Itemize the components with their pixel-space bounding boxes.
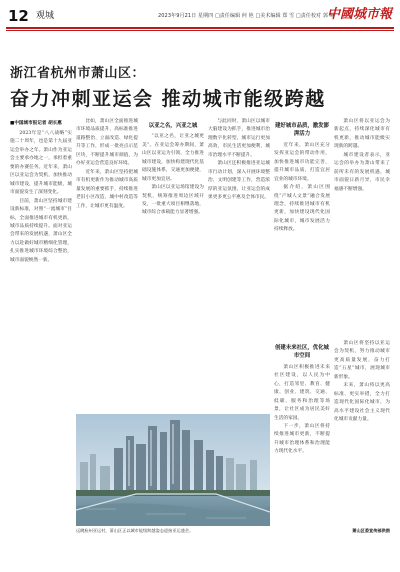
caption-text: 远眺杭州亚运村，萧山区正以城市能级跨越姿态迎接亚运盛会。	[76, 528, 194, 533]
page-number: 12	[8, 7, 29, 25]
paragraph: 城市建设者表示，亚运会的举办为萧山带来了前所未有的发展机遇，城市面貌日新月异，市民幸福感不断增强。	[334, 152, 390, 192]
header-rule	[6, 27, 394, 29]
article-column-4	[208, 118, 270, 420]
article-column-2	[76, 118, 138, 420]
section-subhead: 建好城市品质，激发澎湃活力	[275, 123, 329, 138]
article-column-3	[142, 118, 204, 420]
article-column-7	[274, 340, 330, 526]
paragraph: 目前，萧山区坚持城市建设新标准，对照“一流城市”目标，全面推进城市有机更新，城市品质持续提升。面对亚运会带来的发展机遇，萧山区全力以赴做好城市精细化管理，扎实推进城市环境综合整治，城市面貌焕然一新。	[10, 198, 72, 263]
paragraph: 与此同时，萧山区以城市大脑建设为抓手，推进城市治理数字化转型，城市运行更加高效，市民生活更加便利，城市治理水平不断提升。	[208, 119, 270, 158]
header-bar	[6, 6, 394, 26]
photo-credit: 萧山区委宣传部供图	[352, 528, 390, 533]
article-byline: ■中国城市报记者 胡长惠	[10, 121, 62, 126]
section-name: 观城	[36, 11, 55, 21]
paragraph: 近年来，萧山区充分发挥亚运会的带动作用，加快推进城市功能完善，提升城市品质，打造宜居宜业的城市环境。	[274, 142, 330, 182]
paragraph: 萧山区以亚运场馆建设为契机，统筹推进周边区域开发，一批重大项目相继落地，城市综合承载能力显著增强。	[142, 185, 204, 216]
paragraph: 近年来，萧山区坚持把城市有机更新作为推动城市高质量发展的重要抓手，持续推进老旧小区改造、城中村改造等工作，让城市更有温度。	[76, 169, 138, 209]
paragraph: 据介绍，萧山区围绕“产城人文景”融合发展理念，持续推进城市有机更新，加快建设现代化国际化城市，城市发展活力持续释放。	[274, 185, 330, 233]
paragraph: 未来，萧山将以更高标准、更实举措，全力打造现代化国际化城市，为高水平建设社会主义现代化城市贡献力量。	[334, 383, 390, 423]
paragraph: 2023年是“八八战略”实施二十周年，也是第十九届亚运会举办之年。萧山作为亚运会主要承办地之一，承担着重要的办赛任务。近年来，萧山区以亚运会为契机，加快推动城市建设，提升城市能级，城市面貌发生了深刻变化。	[10, 131, 72, 196]
paragraph: 萧山区还积极推进亚运城市行动计划，深入开展环境整治、文明创建等工作，营造浓厚的亚运氛围，让亚运会的成果更多更公平惠及全体市民。	[208, 161, 270, 201]
article-headline: 奋力冲刺亚运会 推动城市能级跨越	[10, 88, 326, 110]
paragraph: 比如，萧山区全面推进城市环境品质提升，高标准推进道路整治、立面改造、绿化提升等工作，形成一批亮点示范区块，不断提升城市颜值，为办好亚运会营造良好环境。	[76, 119, 138, 167]
paragraph: “以亚之名，让亚之城更美”。在亚运会筹办期间，萧山区以亚运为引领，全力推进城市建设，加快构建现代化基础设施体系，交通更加便捷，城市更加宜居。	[142, 134, 204, 182]
article-column-1	[10, 130, 72, 524]
city-skyline-photo	[76, 414, 270, 526]
dateline: 2023年9月21日 星期四 □责任编辑 何 艳 □美术编辑 郑 雪 □责任校对 郭 琳	[158, 13, 335, 19]
paragraph: 萧山区将坚持以亚运会为契机，努力推动城市更高质量发展，奋力打造“五星”城市，展现城市新形象。	[334, 341, 390, 380]
paragraph: 下一步，萧山区将持续推进城市更新，不断提升城市治理体系和治理能力现代化水平。	[274, 423, 330, 455]
paragraph: 萧山区积极推进未来社区建设，以人民为中心，打造邻里、教育、健康、创业、建筑、交通、低碳、服务和治理等场景，让社区成为居民美好生活的家园。	[274, 364, 330, 421]
article-column-8	[334, 340, 390, 526]
section-subhead: 创建未来社区，优化城市空间	[275, 345, 329, 360]
paragraph: 萧山区将以亚运会为新起点，持续深化城市有机更新，推动城市能级实现新的跨越。	[334, 119, 390, 150]
skyline-illustration	[76, 414, 270, 526]
header-rule-thin	[6, 30, 394, 31]
masthead-logo: 中國城市報	[326, 7, 392, 22]
section-subhead: 以亚之名，兴亚之城	[148, 123, 198, 129]
photo-caption	[76, 528, 390, 534]
article-kicker: 浙江省杭州市萧山区：	[10, 66, 146, 81]
article-column-6	[334, 118, 390, 340]
article-column-5	[274, 118, 330, 340]
